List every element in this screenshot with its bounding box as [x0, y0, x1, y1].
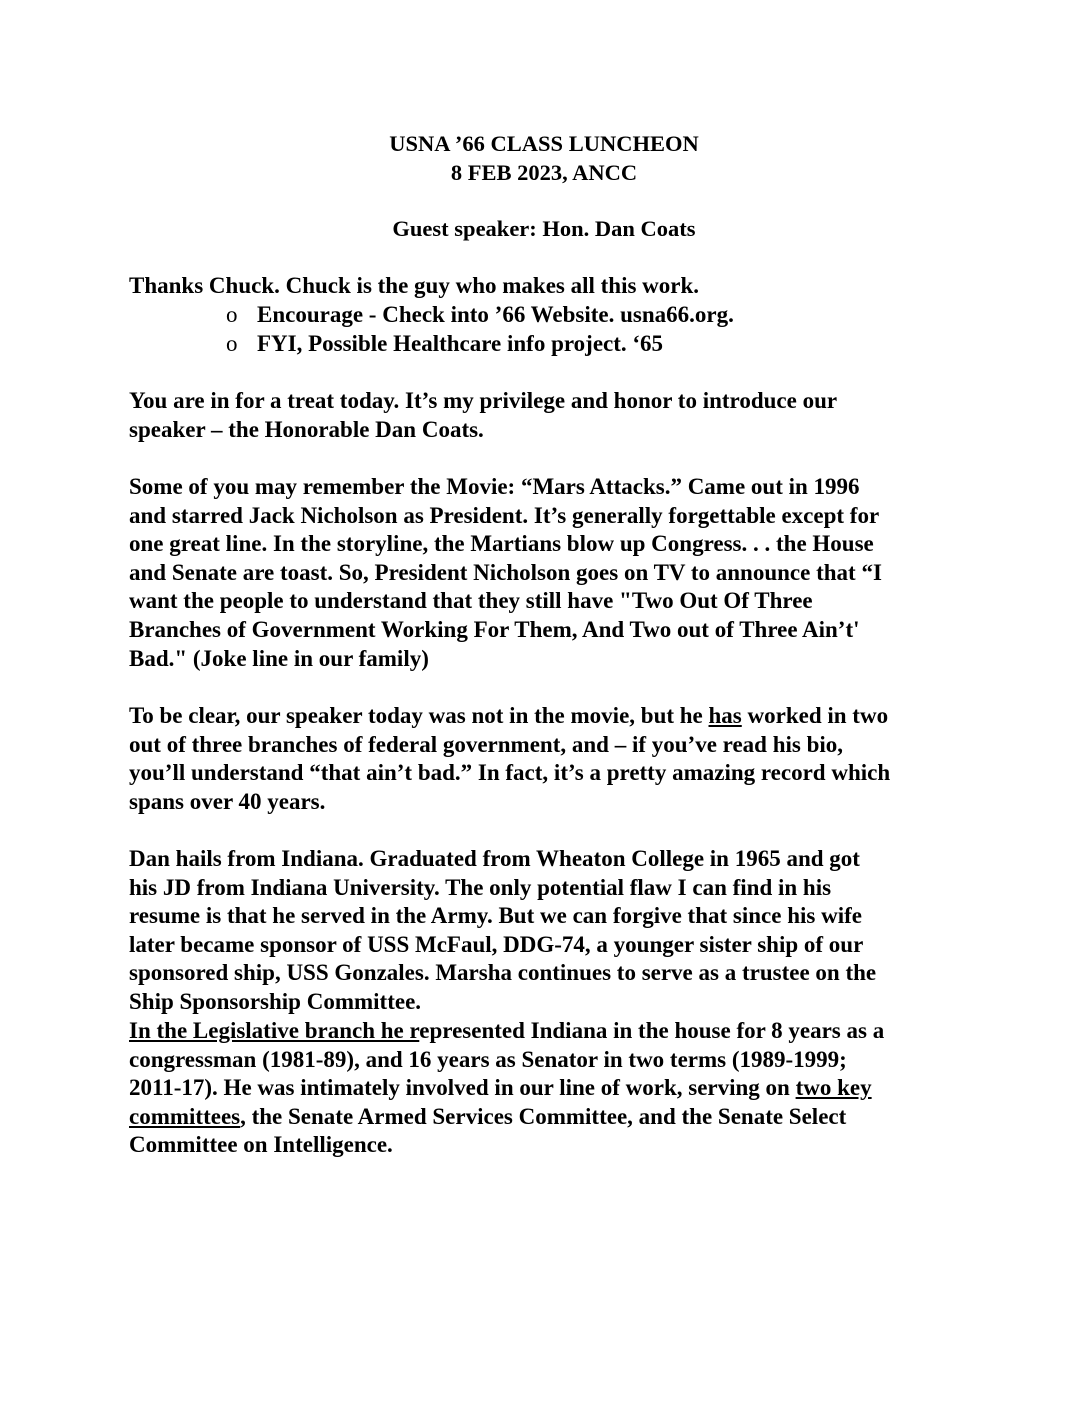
text-line: [129, 1017, 979, 1046]
bullet-marker: o: [226, 302, 238, 327]
text-line: want the people to understand that they still have "Two Out Of Three: [129, 588, 813, 614]
text-line: [129, 1103, 979, 1132]
underlined-text: committees: [129, 1103, 241, 1129]
underlined-text: In the Legislative branch he r: [129, 1018, 420, 1043]
text-line: one great line. In the storyline, the Martians blow up Congress. . . the House: [129, 531, 874, 557]
bullet-text-healthcare: FYI, Possible Healthcare info project. ‘65: [257, 330, 664, 356]
dan-bio-paragraph: [129, 845, 979, 1017]
text-line: sponsored ship, USS Gonzales. Marsha continues to serve as a trustee on the: [129, 960, 877, 986]
text-line: later became sponsor of USS McFaul, DDG-74, a younger sister ship of our: [129, 931, 864, 957]
text-line: Some of you may remember the Movie: “Mars Attacks.” Came out in 1996: [129, 474, 860, 499]
text-segment: , the Senate Armed Services Committee, and the Senate Select: [240, 1103, 847, 1129]
text-line: Ship Sponsorship Committee.: [129, 988, 422, 1014]
thanks-paragraph: [129, 272, 979, 301]
underlined-text: has: [708, 703, 742, 728]
text-line: and starred Jack Nicholson as President. It’s generally forgettable except for: [129, 502, 880, 528]
thanks-bullet-list: [226, 301, 734, 358]
text-line: his JD from Indiana University. The only potential flaw I can find in his: [129, 874, 832, 900]
text-line: Branches of Government Working For Them, And Two out of Three Ain’t': [129, 616, 860, 642]
text-line: you’ll understand “that ain’t bad.” In fact, it’s a pretty amazing record which: [129, 760, 891, 786]
list-item: [226, 330, 734, 359]
bullet-marker: o: [226, 330, 238, 356]
bullet-text-website: Encourage - Check into ’66 Website. usna66.org.: [257, 302, 734, 327]
text-line: out of three branches of federal government, and – if you’ve read his bio,: [129, 731, 844, 757]
thanks-line: Thanks Chuck. Chuck is the guy who makes all this work.: [129, 273, 700, 298]
text-line: Bad." (Joke line in our family): [129, 645, 429, 671]
text-line: Committee on Intelligence.: [129, 1132, 393, 1158]
document-title: [0, 130, 1088, 187]
list-item: [226, 301, 734, 330]
title-line-1: USNA ’66 CLASS LUNCHEON: [389, 131, 699, 156]
underlined-text: two key: [795, 1075, 872, 1101]
text-line: resume is that he served in the Army. But we can forgive that since his wife: [129, 903, 862, 929]
text-line: Dan hails from Indiana. Graduated from Wheaton College in 1965 and got: [129, 846, 860, 871]
text-line: and Senate are toast. So, President Nicholson goes on TV to announce that “I: [129, 559, 882, 585]
text-line: You are in for a treat today. It’s my privilege and honor to introduce our: [129, 388, 838, 413]
text-line: [129, 702, 979, 731]
guest-speaker-line: Guest speaker: Hon. Dan Coats: [392, 216, 696, 241]
text-line: speaker – the Honorable Dan Coats.: [129, 416, 484, 442]
to-be-clear-paragraph: [129, 702, 979, 816]
legislative-paragraph: [129, 1017, 979, 1160]
text-line: [129, 1074, 979, 1103]
text-segment: worked in two: [741, 703, 889, 728]
mars-attacks-paragraph: [129, 473, 979, 673]
text-line: spans over 40 years.: [129, 788, 326, 814]
text-segment: To be clear, our speaker today was not in the movie, but he: [129, 703, 709, 728]
text-segment: 2011-17). He was intimately involved in our line of work, serving on: [129, 1075, 796, 1101]
text-line: congressman (1981-89), and 16 years as Senator in two terms (1989-1999;: [129, 1046, 847, 1072]
treat-paragraph: [129, 387, 979, 444]
text-segment: epresented Indiana in the house for 8 years as a: [419, 1018, 885, 1043]
title-line-2: 8 FEB 2023, ANCC: [450, 159, 638, 185]
